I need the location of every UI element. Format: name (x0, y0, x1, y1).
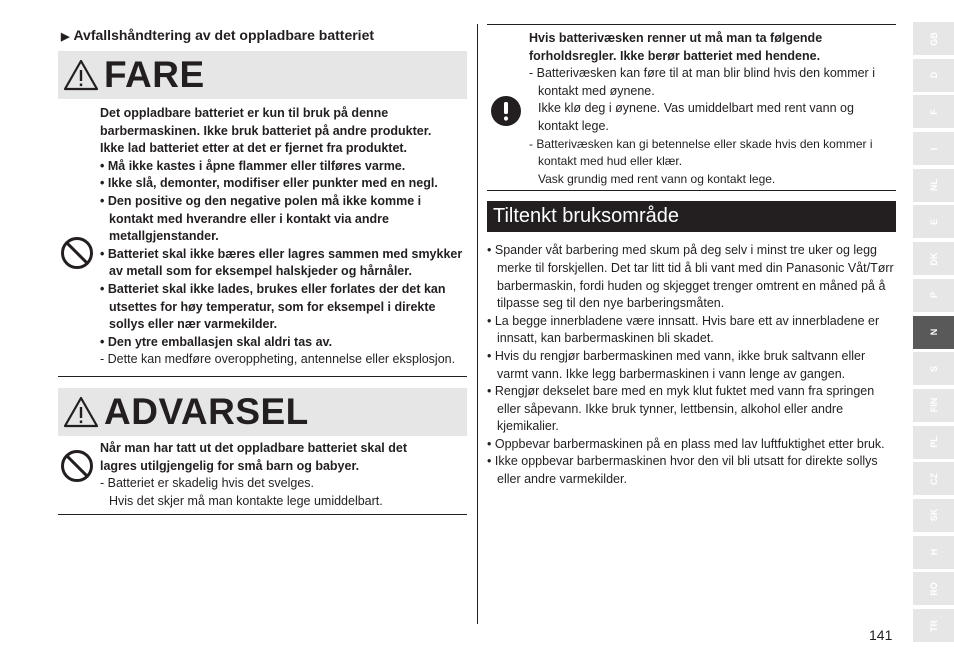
tab-d[interactable]: D (913, 59, 954, 92)
caution-note: - Batterivæsken kan føre til at man blir blind hvis den kommer i kontakt med øynene. (529, 66, 875, 98)
caution-note-cont: Vask grundig med rent vann og kontakt lege. (538, 171, 776, 186)
fare-banner (58, 51, 467, 99)
caution-intro-2: forholdsregler. Ikke berør batteriet med hendene. (529, 48, 821, 63)
tab-fin[interactable]: FIN (913, 389, 954, 422)
fare-bullet: • Må ikke kastes i åpne flammer eller tilføres varme. (100, 158, 406, 173)
right-column (487, 24, 896, 489)
advarsel-title: ADVARSEL (104, 390, 309, 432)
advarsel-note: - Batteriet er skadelig hvis det svelges. (100, 476, 314, 491)
fare-bullet: • Den positive og den negative polen må ikke komme i kontakt med hverandre eller i kontakt via andre metallgjenstander. (100, 193, 422, 244)
caution-block (487, 30, 896, 189)
tab-h[interactable]: H (913, 536, 954, 569)
caution-note: - Batterivæsken kan gi betennelse eller skade hvis den kommer i kontakt med hud eller klær. (529, 136, 873, 169)
section-title: ▶ Avfallshåndtering av det oppladbare batteriet (61, 27, 375, 43)
list-item: • Ikke oppbevar barbermaskinen hvor den vil bli utsatt for direkte sollys eller andre varmekilder. (487, 454, 878, 487)
caution-note-cont: Ikke klø deg i øynene. Vas umiddelbart med rent vann og kontakt lege. (538, 101, 854, 133)
tab-s[interactable]: S (913, 352, 954, 385)
tab-f[interactable]: F (913, 95, 954, 128)
column-divider (477, 24, 478, 624)
divider (58, 376, 467, 377)
caution-intro-1: Hvis batterivæsken renner ut må man ta følgende (529, 31, 823, 45)
advarsel-intro-1: Når man har tatt ut det oppladbare batteriet skal det (100, 440, 408, 455)
tab-gb[interactable]: GB (913, 22, 954, 55)
prohibition-icon (60, 236, 94, 270)
advarsel-note-cont: Hvis det skjer må man kontakte lege umiddelbart. (109, 493, 383, 508)
list-item: • Rengjør dekselet bare med en myk klut fuktet med vann fra springen eller såpevann. Ikke bruk tynner, lettbensin, alkohol eller andre kjemikalier. (487, 384, 875, 434)
triangle-bullet-icon: ▶ (61, 31, 70, 43)
language-tabs (913, 22, 954, 646)
fare-note: - Dette kan medføre overoppheting, antennelse eller eksplosjon. (100, 352, 456, 367)
fare-bullet: • Den ytre emballasjen skal aldri tas av. (100, 334, 333, 349)
tab-sk[interactable]: SK (913, 499, 954, 532)
tab-tr[interactable]: TR (913, 609, 954, 642)
usage-list (487, 242, 896, 488)
list-item: • La begge innerbladene være innsatt. Hvis bare ett av innerbladene er innsatt, kan barbermaskinen bli skadet. (487, 313, 880, 346)
fare-bullet: • Batteriet skal ikke lades, brukes eller forlates der det kan utsettes for høy temperatur, som for eksempel i direkte sollys eller nær varmekilder. (100, 281, 446, 332)
list-item: • Oppbevar barbermaskinen på en plass med lav luftfuktighet etter bruk. (487, 436, 885, 451)
advarsel-intro-2: lagres utilgjengelig for små barn og babyer. (100, 458, 360, 473)
exclamation-icon (491, 96, 521, 126)
advarsel-block (58, 440, 467, 512)
section-heading: Tiltenkt bruksområde (487, 201, 896, 232)
list-item: • Spander våt barbering med skum på deg selv i minst tre uker og legg merke til forskjellen. Det tar litt tid å bli vant med din Panasonic Våt/Tørr barbermaskin, fordi huden og skjegget trenger omtrent en måned på å tilpasse seg til den nye barberingsmåten. (487, 243, 894, 311)
tab-p[interactable]: P (913, 279, 954, 312)
left-column (58, 24, 467, 515)
fare-intro-1: Det oppladbare batteriet er kun til bruk på denne (100, 106, 389, 120)
fare-intro-3: Ikke lad batteriet etter at det er fjernet fra produktet. (100, 141, 408, 156)
tab-e[interactable]: E (913, 205, 954, 238)
page-number: 141 (869, 627, 893, 643)
tab-i[interactable]: I (913, 132, 954, 165)
tab-pl[interactable]: PL (913, 426, 954, 459)
tab-dk[interactable]: DK (913, 242, 954, 275)
tab-n[interactable]: N (913, 316, 954, 349)
fare-bullet: • Batteriet skal ikke bæres eller lagres sammen med smykker av metall som for eksempel halskjeder og hårnåler. (100, 246, 463, 279)
fare-title: FARE (104, 54, 205, 95)
list-item: • Hvis du rengjør barbermaskinen med vann, ikke bruk saltvann eller varmt vann. Ikke legg barbermaskinen i vann lenge av gangen. (487, 348, 866, 381)
divider (58, 514, 467, 515)
advarsel-banner (58, 388, 467, 436)
prohibition-icon (60, 449, 94, 483)
tab-ro[interactable]: RO (913, 572, 954, 605)
tab-nl[interactable]: NL (913, 169, 954, 202)
tab-cz[interactable]: CZ (913, 462, 954, 495)
fare-bullet: • Ikke slå, demonter, modifiser eller punkter med en negl. (100, 176, 438, 191)
fare-intro-2: barbermaskinen. Ikke bruk batteriet på andre produkter. (100, 123, 432, 138)
divider (487, 190, 896, 191)
divider (487, 24, 896, 25)
fare-block (58, 105, 467, 373)
warning-triangle-icon (62, 58, 100, 92)
warning-triangle-icon (62, 395, 100, 429)
